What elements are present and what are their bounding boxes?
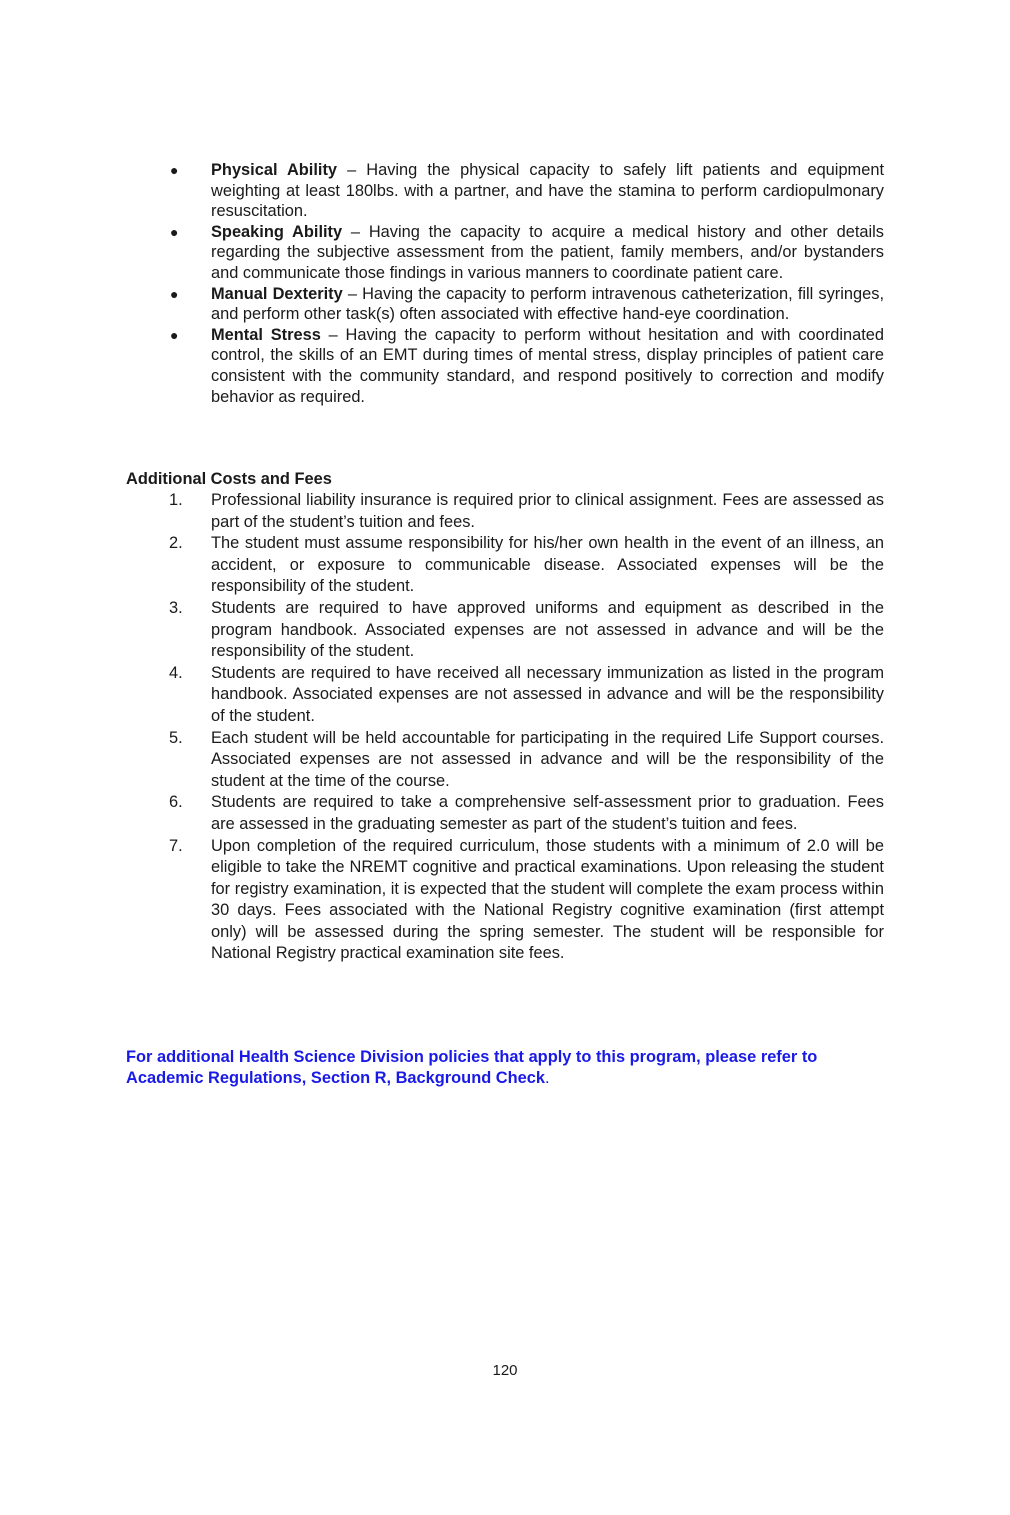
- bullet-term: Manual Dexterity: [211, 284, 343, 303]
- list-item-text: The student must assume responsibility for his/her own health in the event of an illness, an accident, or exposure to communicable disease. Associated expenses will be the responsibility of the student.: [211, 534, 884, 596]
- list-item-number: 2.: [169, 534, 183, 553]
- list-item: [126, 792, 884, 835]
- policy-reference-text: For additional Health Science Division policies that apply to this program, please refer to Academic Regulations, Section R, Background Check: [126, 1048, 818, 1087]
- list-item-number: 1.: [169, 491, 183, 509]
- list-item-number: 7.: [169, 836, 183, 855]
- list-item-text: Students are required to have received all necessary immunization as listed in the program handbook. Associated expenses are not assessed in advance and will be the responsibility of the student.: [211, 663, 884, 725]
- policy-reference-note: [126, 1047, 886, 1089]
- list-item: [126, 533, 884, 598]
- list-item-text: Professional liability insurance is required prior to clinical assignment. Fees are assessed as part of the student’s tuition and fees.: [211, 491, 884, 531]
- bullet-term: Speaking Ability: [211, 222, 343, 241]
- bullet-text: – Having the capacity to perform intravenous catheterization, fill syringes, and perform other task(s) often associated with effective hand-eye coordination.: [211, 284, 884, 324]
- bullet-item-physical-ability: [126, 160, 884, 222]
- bullet-term: Mental Stress: [211, 325, 321, 344]
- bullet-item-manual-dexterity: [126, 284, 884, 325]
- bullet-item-speaking-ability: [126, 222, 884, 284]
- list-item-number: 5.: [169, 728, 183, 747]
- list-item: [126, 836, 884, 966]
- list-item-number: 3.: [169, 598, 183, 617]
- list-item: [126, 490, 884, 533]
- policy-reference-period: .: [544, 1069, 550, 1087]
- bullet-text: – Having the capacity to perform without hesitation and with coordinated control, the skills of an EMT during times of mental stress, display principles of patient care consistent with the community standard, and respond positively to correction and modify behavior as required.: [211, 325, 884, 406]
- bullet-text: – Having the physical capacity to safely lift patients and equipment weighting at least 180lbs. with a partner, and have the stamina to perform cardiopulmonary resuscitation.: [211, 161, 884, 221]
- list-item: [126, 663, 884, 728]
- list-item-number: 4.: [169, 663, 183, 682]
- list-item: [126, 598, 884, 663]
- abilities-bullet-list: [126, 160, 884, 407]
- section-heading-costs-fees: Additional Costs and Fees: [126, 470, 332, 488]
- bullet-icon: ●: [170, 326, 179, 343]
- bullet-text: – Having the capacity to acquire a medical history and other details regarding the subjective assessment from the patient, family members, and/or bystanders and communicate those findings in various manners to coordinate patient care.: [211, 222, 884, 282]
- bullet-icon: ●: [170, 223, 179, 240]
- bullet-item-mental-stress: [126, 325, 884, 407]
- bullet-term: Physical Ability: [211, 161, 338, 179]
- list-item-number: 6.: [169, 793, 183, 812]
- page-number: 120: [492, 1362, 518, 1379]
- bullet-icon: ●: [170, 285, 179, 302]
- list-item-text: Upon completion of the required curriculum, those students with a minimum of 2.0 will be eligible to take the NREMT cognitive and practical examinations. Upon releasing the student for registry examination, it is expected that the student will complete the exam process within 30 days. Fees associated with the National Registry cognitive examination (first attempt only) will be assessed during the spring semester. The student will be responsible for National Registry practical examination site fees.: [211, 836, 884, 963]
- list-item-text: Each student will be held accountable for participating in the required Life Support courses. Associated expenses are not assessed in advance and will be the responsibility of the student at the time of the course.: [211, 728, 884, 790]
- list-item: [126, 728, 884, 793]
- bullet-icon: ●: [170, 162, 179, 178]
- list-item-text: Students are required to take a comprehensive self-assessment prior to graduation. Fees are assessed in the graduating semester as part of the student’s tuition and fees.: [211, 793, 884, 833]
- list-item-text: Students are required to have approved uniforms and equipment as described in the program handbook. Associated expenses are not assessed in advance and will be the responsibility of the student.: [211, 598, 884, 661]
- costs-fees-numbered-list: [126, 490, 884, 965]
